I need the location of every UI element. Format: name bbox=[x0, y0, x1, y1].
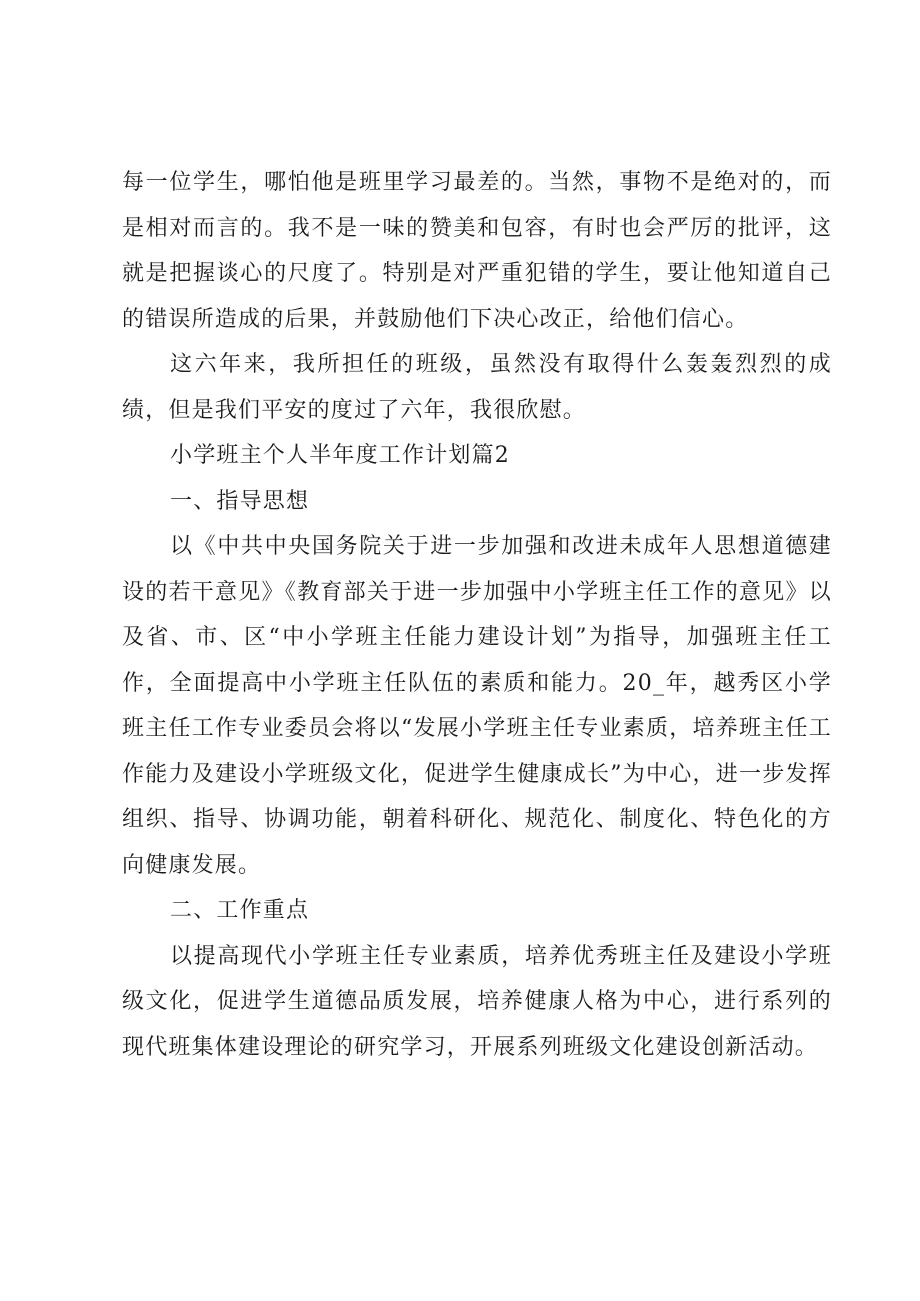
paragraph-work-focus: 以提高现代小学班主任专业素质，培养优秀班主任及建设小学班级文化，促进学生道德品质发展，培养健康人格为中心，进行系列的现代班集体建设理论的研究学习，开展系列班级文化建设创新活动。 bbox=[122, 943, 832, 1060]
section-title: 小学班主个人半年度工作计划篇2 bbox=[170, 443, 510, 468]
paragraph-continuation: 每一位学生，哪怕他是班里学习最差的。当然，事物不是绝对的，而是相对而言的。我不是一味的赞美和包容，有时也会严厉的批评，这就是把握谈心的尺度了。特别是对严重犯错的学生，要让他知道自己的错误所造成的后果，并鼓励他们下决心改正，给他们信心。 bbox=[122, 170, 832, 332]
heading-work-focus: 二、工作重点 bbox=[170, 898, 310, 923]
heading-guiding-thought: 一、指导思想 bbox=[170, 488, 310, 514]
paragraph-guiding-thought: 以《中共中央国务院关于进一步加强和改进未成年人思想道德建设的若干意见》《教育部关于进一步加强中小学班主任工作的意见》以及省、市、区“中小学班主任能力建设计划”为指导，加强班主任工作，全面提高中小学班主任队伍的素质和能力。20_年，越秀区小学班主任工作专业委员会将以“发展小学班主任专业素质，培养班主任工作能力及建设小学班级文化，促进学生健康成长”为中心，进一步发挥组织、指导、协调功能，朝着科研化、规范化、制度化、特色化的方向健康发展。 bbox=[122, 534, 832, 878]
document-body bbox=[122, 160, 832, 1070]
paragraph-six-years: 这六年来，我所担任的班级，虽然没有取得什么轰轰烈烈的成绩，但是我们平安的度过了六年，我很欣慰。 bbox=[122, 352, 832, 423]
